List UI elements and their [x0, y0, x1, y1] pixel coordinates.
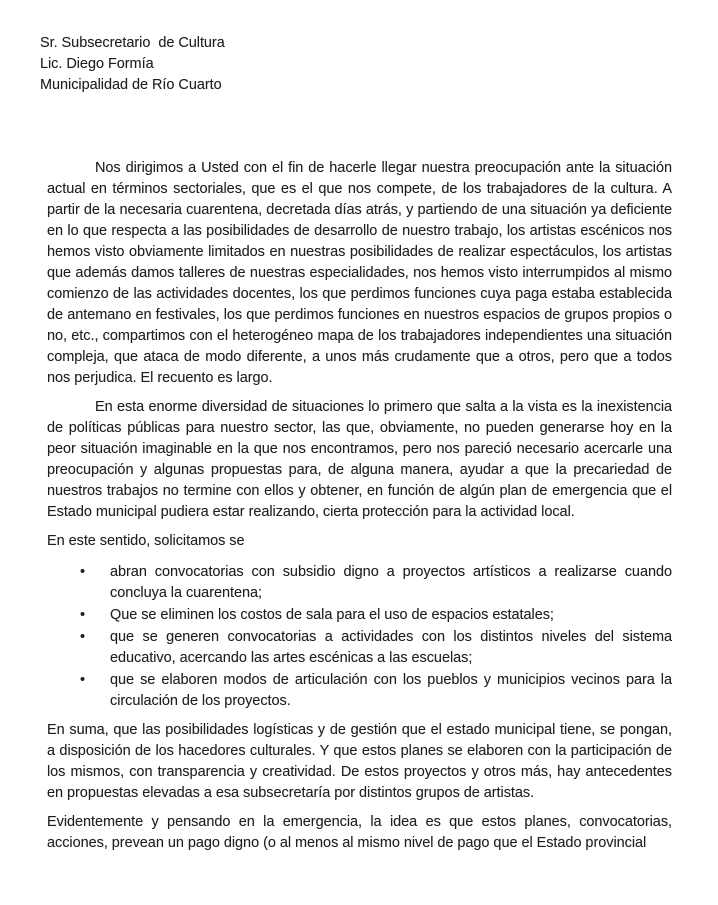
recipient-line: Municipalidad de Río Cuarto: [40, 77, 222, 93]
request-intro: En este sentido, solicitamos se: [47, 533, 245, 549]
list-item: [47, 627, 672, 669]
bullet-icon: •: [80, 607, 86, 623]
recipient-line: Sr. Subsecretario de Cultura: [40, 35, 225, 51]
paragraph-situation: Nos dirigimos a Usted con el fin de hacerle llegar nuestra preocupación ante la situación actual en términos sectoriales, que es el que nos compete, de los trabajadores de la cultura. A partir de la necesaria cuarentena, decretada días atrás, y partiendo de una situación ya deficiente en lo que respecta a las posibilidades de desarrollo de nuestro trabajo, los artistas escénicos nos hemos visto obviamente limitados en nuestras posibilidades de realizar espectáculos, los artistas que además damos talleres de nuestras especialidades, nos hemos visto interrumpidos al mismo comienzo de las actividades docentes, los que perdimos funciones cuya paga estaba establecida de antemano en festivales, los que perdimos funciones en nuestros espacios de grupos propios o no, etc., compartimos con el heterogéneo mapa de los trabajadores independientes una situación compleja, que ataca de modo diferente, a unos más crudamente que a otros, pero que a todos nos perjudica. El recuento es largo.: [47, 160, 672, 386]
list-item-text: Que se eliminen los costos de sala para el uso de espacios estatales;: [110, 607, 554, 623]
request-list: [47, 562, 672, 712]
bullet-icon: •: [80, 629, 86, 645]
recipient-line: Lic. Diego Formía: [40, 56, 154, 72]
paragraph-summary: En suma, que las posibilidades logísticas y de gestión que el estado municipal tiene, se pongan, a disposición de los hacedores culturales. Y que estos planes se elaboren con la participación de los mismos, con transparencia y creatividad. De estos proyectos y otros más, hay antecedentes en propuestas elevadas a esa subsecretaría por distintos grupos de artistas.: [47, 722, 672, 801]
paragraph-diversity: En esta enorme diversidad de situaciones lo primero que salta a la vista es la inexistencia de políticas públicas para nuestro sector, las que, obviamente, no pueden generarse hoy en la peor situación imaginable en la que nos encontramos, pero nos pareció necesario acercarle una preocupación y algunas propuestas para, de alguna manera, ayudar a que la precariedad de nuestros trabajos no termine con ellos y obtener, en función de algún plan de emergencia que el Estado municipal pudiera estar realizando, cierta protección para la actividad local.: [47, 399, 672, 520]
bullet-icon: •: [80, 672, 86, 688]
recipient-block: [40, 33, 672, 96]
list-item: [47, 562, 672, 604]
list-item-text: abran convocatorias con subsidio digno a proyectos artísticos a realizarse cuando concluya la cuarentena;: [110, 564, 672, 601]
list-item: [47, 670, 672, 712]
list-item-text: que se generen convocatorias a actividades con los distintos niveles del sistema educativo, acercando las artes escénicas a las escuelas;: [110, 629, 672, 666]
bullet-icon: •: [80, 564, 86, 580]
list-item: [47, 605, 672, 626]
paragraph-emergency: Evidentemente y pensando en la emergencia, la idea es que estos planes, convocatorias, acciones, prevean un pago digno (o al menos al mismo nivel de pago que el Estado provincial: [47, 814, 672, 851]
list-item-text: que se elaboren modos de articulación con los pueblos y municipios vecinos para la circulación de los proyectos.: [110, 672, 672, 709]
